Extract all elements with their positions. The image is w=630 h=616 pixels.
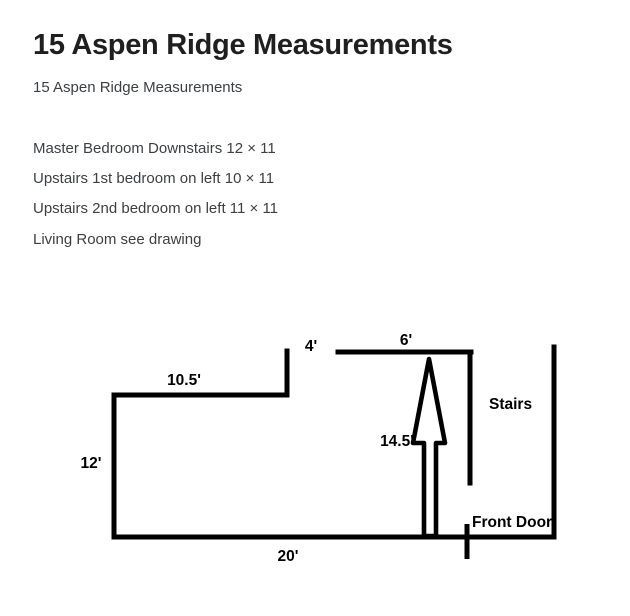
label-4ft: 4' <box>304 338 318 355</box>
note-upstairs-2nd-bedroom: Upstairs 2nd bedroom on left 11 × 11 <box>33 200 279 217</box>
note-master-bedroom: Master Bedroom Downstairs 12 × 11 <box>33 140 276 157</box>
label-12ft: 12' <box>80 455 102 472</box>
page-title: 15 Aspen Ridge Measurements <box>33 29 453 61</box>
document-subtitle: 15 Aspen Ridge Measurements <box>33 79 243 96</box>
stairs-up-arrow-14-5ft <box>413 359 445 536</box>
label-14-5ft: 14.5' <box>380 433 414 450</box>
label-10-5ft: 10.5' <box>167 372 201 389</box>
note-upstairs-1st-bedroom: Upstairs 1st bedroom on left 10 × 11 <box>33 170 275 187</box>
label-6ft: 6' <box>399 332 413 349</box>
note-living-room: Living Room see drawing <box>33 231 202 248</box>
label-front-door: Front Door <box>472 514 553 531</box>
label-stairs: Stairs <box>489 396 533 413</box>
label-20ft: 20' <box>277 548 299 565</box>
